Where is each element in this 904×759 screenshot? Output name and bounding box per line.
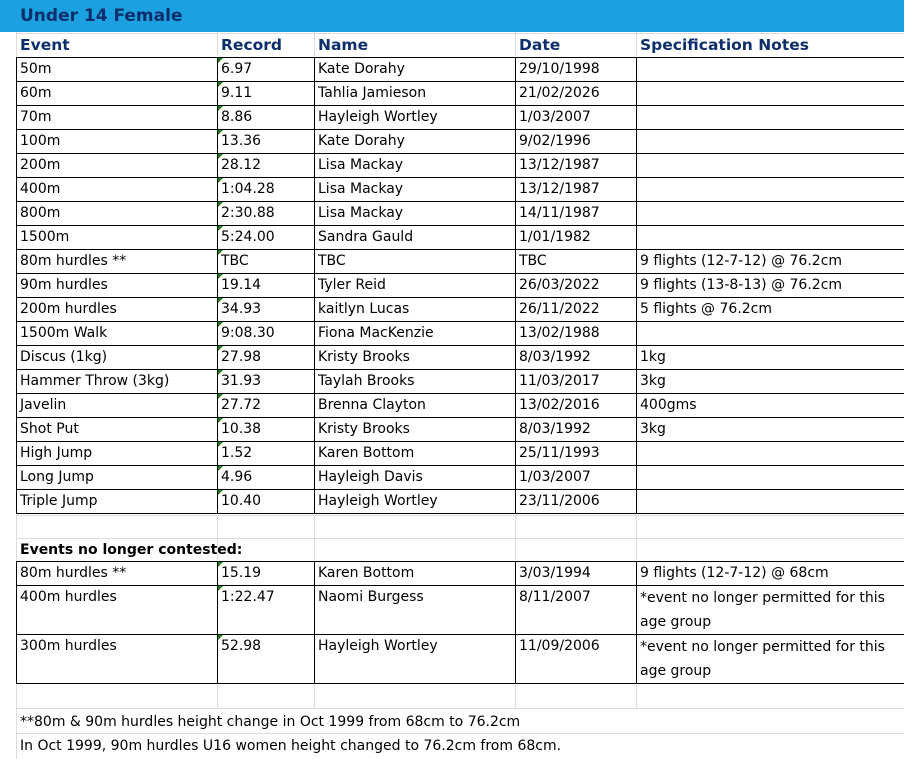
sheet-title[interactable]: Under 14 Female [0,0,904,32]
cell-event[interactable]: 300m hurdles [17,635,218,684]
table-row [17,178,904,202]
cell-date[interactable]: 11/09/2006 [516,635,637,684]
cell-name[interactable]: Brenna Clayton [315,394,516,418]
gridline [314,682,315,708]
table-row [17,635,904,684]
cell-notes[interactable] [637,106,904,130]
cell-name[interactable]: TBC [315,250,516,274]
cell-date[interactable]: TBC [516,250,637,274]
cell-date[interactable]: 9/02/1996 [516,130,637,154]
cell-notes[interactable]: 1kg [637,346,904,370]
cell-name[interactable]: Lisa Mackay [315,202,516,226]
cell-event[interactable]: 50m [17,58,218,82]
cell-notes[interactable] [637,130,904,154]
cell-event[interactable]: Long Jump [17,466,218,490]
cell-date[interactable]: 1/03/2007 [516,106,637,130]
cell-date[interactable]: 14/11/1987 [516,202,637,226]
cell-notes[interactable] [637,154,904,178]
header-name[interactable]: Name [318,36,369,54]
cell-record[interactable]: 2:30.88 [218,202,315,226]
gridline [16,515,904,516]
gridline [217,682,218,708]
cell-event[interactable]: Discus (1kg) [17,346,218,370]
table-row [17,250,904,274]
footnote-2[interactable]: In Oct 1999, 90m hurdles U16 women height changed to 76.2cm from 68cm. [20,738,562,754]
records-table [16,57,904,514]
cell-name[interactable]: Hayleigh Davis [315,466,516,490]
cell-record[interactable]: 15.19 [218,562,315,586]
cell-event[interactable]: 80m hurdles ** [17,562,218,586]
cell-notes[interactable]: 9 flights (13-8-13) @ 76.2cm [637,274,904,298]
table-row [17,322,904,346]
table-row [17,466,904,490]
cell-notes[interactable] [637,442,904,466]
cell-date[interactable]: 13/12/1987 [516,154,637,178]
discontinued-table [16,561,904,684]
cell-date[interactable]: 26/03/2022 [516,274,637,298]
header-specification-notes[interactable]: Specification Notes [640,36,809,54]
cell-record[interactable]: TBC [218,250,315,274]
cell-notes[interactable]: *event no longer permitted for this age group [637,586,904,635]
cell-event[interactable]: Triple Jump [17,490,218,514]
cell-event[interactable]: Javelin [17,394,218,418]
cell-notes[interactable] [637,202,904,226]
cell-date[interactable]: 8/03/1992 [516,418,637,442]
cell-notes[interactable]: 9 flights (12-7-12) @ 68cm [637,562,904,586]
cell-date[interactable]: 8/11/2007 [516,586,637,635]
cell-notes[interactable] [637,226,904,250]
cell-date[interactable]: 13/02/2016 [516,394,637,418]
table-row [17,274,904,298]
discontinued-section-label[interactable]: Events no longer contested: [20,542,243,558]
gridline [16,708,904,709]
table-row [17,154,904,178]
cell-record[interactable]: 1:22.47 [218,586,315,635]
cell-date[interactable]: 29/10/1998 [516,58,637,82]
gridline [515,32,516,56]
gridline [314,515,315,560]
table-row [17,346,904,370]
cell-name[interactable]: Lisa Mackay [315,178,516,202]
cell-name[interactable]: Lisa Mackay [315,154,516,178]
table-row [17,202,904,226]
table-row [17,226,904,250]
cell-date[interactable]: 13/02/1988 [516,322,637,346]
cell-name[interactable]: Hayleigh Wortley [315,106,516,130]
cell-date[interactable]: 8/03/1992 [516,346,637,370]
cell-event[interactable]: 200m [17,154,218,178]
cell-record[interactable]: 31.93 [218,370,315,394]
cell-name[interactable]: Kristy Brooks [315,346,516,370]
cell-record[interactable]: 27.98 [218,346,315,370]
cell-record[interactable]: 9.11 [218,82,315,106]
cell-date[interactable]: 1/03/2007 [516,466,637,490]
cell-event[interactable]: 1500m [17,226,218,250]
table-row [17,418,904,442]
cell-record[interactable]: 28.12 [218,154,315,178]
table-row [17,586,904,635]
cell-event[interactable]: Shot Put [17,418,218,442]
table-row [17,490,904,514]
table-row [17,394,904,418]
cell-record[interactable]: 13.36 [218,130,315,154]
cell-record[interactable]: 34.93 [218,298,315,322]
gridline [636,32,637,56]
cell-name[interactable]: Kristy Brooks [315,418,516,442]
cell-name[interactable]: Karen Bottom [315,562,516,586]
table-row [17,58,904,82]
cell-name[interactable]: Karen Bottom [315,442,516,466]
cell-date[interactable]: 25/11/1993 [516,442,637,466]
cell-notes[interactable] [637,322,904,346]
cell-record[interactable]: 9:08.30 [218,322,315,346]
cell-date[interactable]: 23/11/2006 [516,490,637,514]
cell-name[interactable]: Tahlia Jamieson [315,82,516,106]
cell-event[interactable]: 400m [17,178,218,202]
cell-date[interactable]: 1/01/1982 [516,226,637,250]
cell-record[interactable]: 52.98 [218,635,315,684]
cell-notes[interactable] [637,178,904,202]
cell-event[interactable]: 800m [17,202,218,226]
cell-record[interactable]: 1:04.28 [218,178,315,202]
header-record[interactable]: Record [221,36,283,54]
cell-record[interactable]: 10.40 [218,490,315,514]
footnote-1[interactable]: **80m & 90m hurdles height change in Oct 1999 from 68cm to 76.2cm [20,714,521,730]
cell-event[interactable]: 90m hurdles [17,274,218,298]
cell-record[interactable]: 1.52 [218,442,315,466]
cell-name[interactable]: kaitlyn Lucas [315,298,516,322]
cell-event[interactable]: 70m [17,106,218,130]
gridline [16,538,904,539]
cell-record[interactable]: 5:24.00 [218,226,315,250]
cell-record[interactable]: 19.14 [218,274,315,298]
gridline [636,682,637,708]
cell-name[interactable]: Hayleigh Wortley [315,635,516,684]
cell-notes[interactable]: 5 flights @ 76.2cm [637,298,904,322]
gridline [636,515,637,560]
cell-event[interactable]: 200m hurdles [17,298,218,322]
gridline [515,515,516,560]
header-date[interactable]: Date [519,36,561,54]
gridline [217,32,218,56]
cell-date[interactable]: 21/02/2026 [516,82,637,106]
table-row [17,442,904,466]
cell-notes[interactable]: *event no longer permitted for this age group [637,635,904,684]
cell-record[interactable]: 10.38 [218,418,315,442]
cell-event[interactable]: 100m [17,130,218,154]
gridline [515,682,516,708]
gridline [16,733,904,734]
cell-notes[interactable] [637,82,904,106]
gridline [314,32,315,56]
cell-event[interactable]: 1500m Walk [17,322,218,346]
table-row [17,106,904,130]
cell-record[interactable]: 8.86 [218,106,315,130]
cell-notes[interactable] [637,466,904,490]
cell-date[interactable]: 11/03/2017 [516,370,637,394]
cell-notes[interactable]: 9 flights (12-7-12) @ 76.2cm [637,250,904,274]
cell-notes[interactable]: 400gms [637,394,904,418]
cell-event[interactable]: High Jump [17,442,218,466]
cell-name[interactable]: Kate Dorahy [315,130,516,154]
cell-date[interactable]: 26/11/2022 [516,298,637,322]
header-event[interactable]: Event [20,36,70,54]
cell-record[interactable]: 6.97 [218,58,315,82]
cell-notes[interactable]: 3kg [637,370,904,394]
cell-date[interactable]: 13/12/1987 [516,178,637,202]
cell-name[interactable]: Naomi Burgess [315,586,516,635]
cell-record[interactable]: 27.72 [218,394,315,418]
cell-record[interactable]: 4.96 [218,466,315,490]
cell-name[interactable]: Hayleigh Wortley [315,490,516,514]
cell-event[interactable]: 60m [17,82,218,106]
cell-notes[interactable] [637,58,904,82]
cell-event[interactable]: 400m hurdles [17,586,218,635]
table-row [17,370,904,394]
cell-name[interactable]: Sandra Gauld [315,226,516,250]
cell-name[interactable]: Tyler Reid [315,274,516,298]
table-row [17,130,904,154]
cell-name[interactable]: Fiona MacKenzie [315,322,516,346]
table-row [17,298,904,322]
table-row [17,562,904,586]
cell-event[interactable]: 80m hurdles ** [17,250,218,274]
cell-event[interactable]: Hammer Throw (3kg) [17,370,218,394]
cell-name[interactable]: Kate Dorahy [315,58,516,82]
cell-date[interactable]: 3/03/1994 [516,562,637,586]
cell-notes[interactable]: 3kg [637,418,904,442]
cell-notes[interactable] [637,490,904,514]
cell-name[interactable]: Taylah Brooks [315,370,516,394]
table-row [17,82,904,106]
